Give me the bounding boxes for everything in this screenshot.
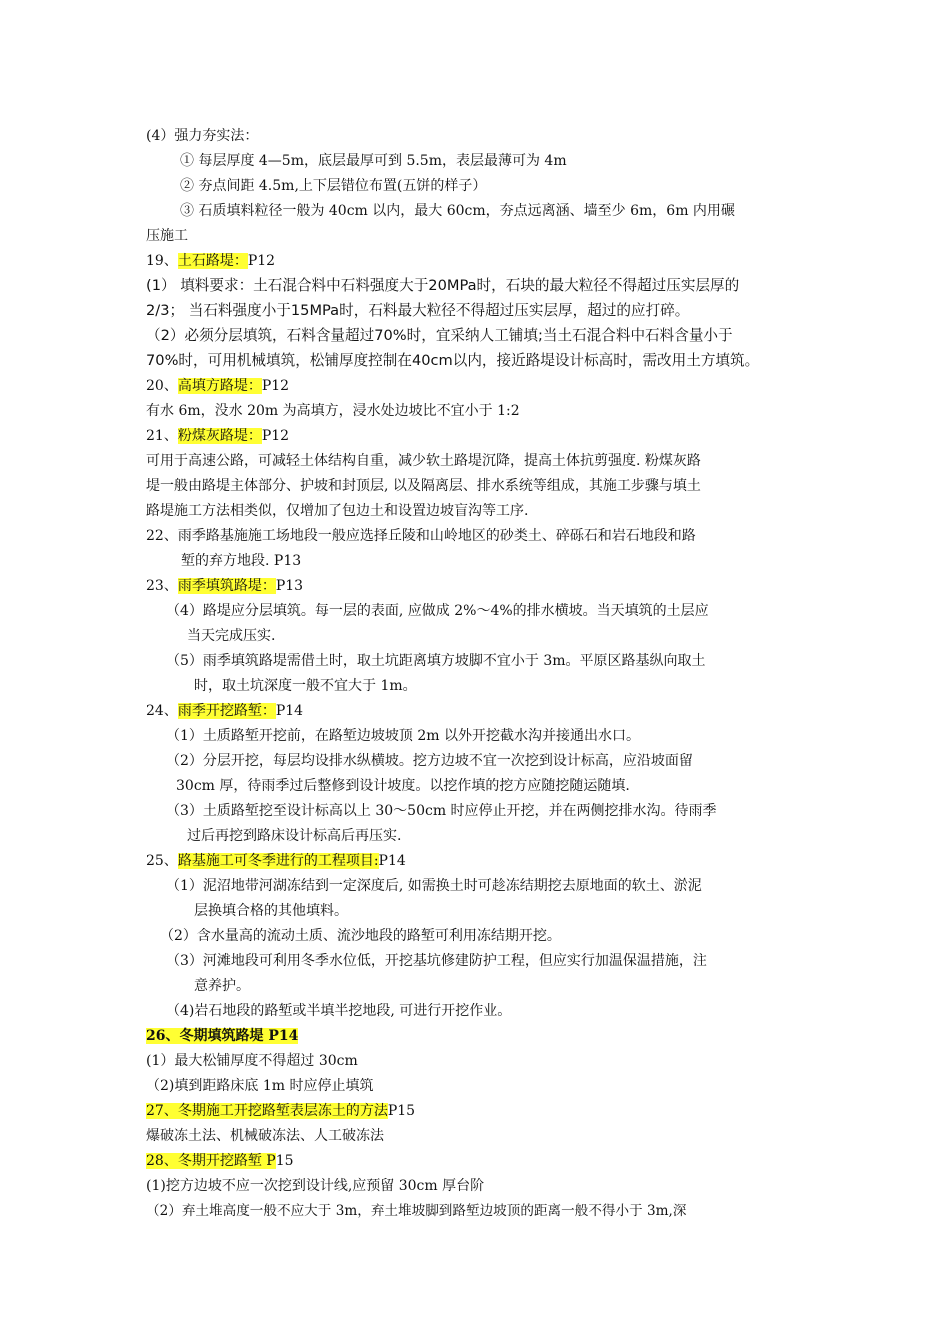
- highlighted-heading: 26、冬期填筑路堤 P14: [146, 1028, 299, 1044]
- text-line: （1）泥沼地带河湖冻结到一定深度后, 如需换土时可趁冻结期挖去原地面的软土、淤泥: [166, 878, 702, 894]
- text-line: (1)挖方边坡不应一次挖到设计线,应预留 30cm 厚台阶: [146, 1178, 485, 1194]
- page-reference: 15: [275, 1153, 294, 1169]
- page-reference: P14: [275, 703, 304, 719]
- text-line: 可用于高速公路，可减轻土体结构自重，减少软土路堤沉降，提高土体抗剪强度. 粉煤灰路: [146, 453, 701, 469]
- text-line: （2）必须分层填筑，石料含量超过70%时，宜采纳人工铺填;当土石混合料中石料含量小于: [146, 327, 733, 344]
- text-line: （4）路堤应分层填筑。每一层的表面, 应做成 2%～4%的排水横坡。当天填筑的土层应: [166, 603, 709, 619]
- text-line: 30cm 厚，待雨季过后整修到设计坡度。以挖作填的挖方应随挖随运随填.: [176, 778, 630, 794]
- text-line: ② 夯点间距 4.5m,上下层错位布置(五饼的样子）: [180, 178, 487, 194]
- page-reference: P13: [275, 578, 304, 594]
- text-line: （4)岩石地段的路堑或半填半挖地段, 可进行开挖作业。: [166, 1003, 512, 1019]
- highlighted-heading: 高填方路堤：: [177, 378, 262, 394]
- text-line: (1） 填料要求：土石混合料中石料强度大于20MPa时，石块的最大粒径不得超过压实层厚的: [146, 277, 740, 294]
- highlighted-heading: 雨季填筑路堤：: [177, 578, 276, 594]
- text-line: 22、雨季路基施施工场地段一般应选择丘陵和山岭地区的砂类土、碎砾石和岩石地段和路: [146, 528, 696, 544]
- heading-number: 23、: [146, 578, 178, 594]
- text-line: 意养护。: [194, 978, 250, 994]
- text-line: ③ 石质填料粒径一般为 40cm 以内，最大 60cm，夯点远离涵、墙至少 6m，6m 内用碾: [180, 203, 735, 219]
- section-heading-23: [146, 574, 950, 598]
- heading-number: 21、: [146, 428, 178, 444]
- text-line: 堑的弃方地段. P13: [181, 553, 302, 569]
- heading-number: 20、: [146, 378, 178, 394]
- text-line: （2)填到距路床底 1m 时应停止填筑: [146, 1078, 374, 1094]
- heading-number: 24、: [146, 703, 178, 719]
- text-line: (1）最大松铺厚度不得超过 30cm: [146, 1053, 358, 1069]
- text-line: 压施工: [146, 228, 188, 244]
- page-reference: P14: [378, 853, 406, 869]
- text-line: 路堤施工方法相类似，仅增加了包边土和设置边坡盲沟等工序.: [146, 503, 529, 519]
- text-line: 2/3； 当石料强度小于15MPa时，石料最大粒径不得超过压实层厚，超过的应打碎。: [146, 302, 690, 319]
- text-line: （2）含水量高的流动土质、流沙地段的路堑可利用冻结期开挖。: [160, 928, 561, 944]
- text-line: (4）强力夯实法：: [146, 128, 259, 144]
- text-line: （2）分层开挖，每层均设排水纵横坡。挖方边坡不宜一次挖到设计标高，应沿坡面留: [166, 753, 693, 769]
- highlighted-heading: 28、冬期开挖路堑 P: [146, 1153, 276, 1169]
- text-line: （2）弃土堆高度一般不应大于 3m，弃土堆坡脚到路堑边坡顶的距离一般不得小于 3m,深: [146, 1203, 687, 1219]
- text-line: 过后再挖到路床设计标高后再压实.: [187, 828, 402, 844]
- text-line: 时，取土坑深度一般不宜大于 1m。: [194, 678, 417, 694]
- text-line: （3）土质路堑挖至设计标高以上 30～50cm 时应停止开挖，并在两侧挖排水沟。待雨季: [166, 803, 717, 819]
- text-line: （1）土质路堑开挖前，在路堑边坡坡顶 2m 以外开挖截水沟并接通出水口。: [166, 728, 640, 744]
- text-line: 层换填合格的其他填料。: [194, 903, 348, 919]
- page-reference: P12: [261, 378, 290, 394]
- highlighted-heading: 27、冬期施工开挖路堑表层冻土的方法: [146, 1103, 388, 1119]
- page-reference: P12: [261, 428, 290, 444]
- section-heading-20: [146, 374, 950, 398]
- heading-number: 19、: [146, 253, 178, 269]
- section-heading-26: [146, 1024, 950, 1048]
- page-reference: P15: [387, 1103, 416, 1119]
- text-line: （3）河滩地段可利用冬季水位低，开挖基坑修建防护工程，但应实行加温保温措施，注: [166, 953, 707, 969]
- highlighted-heading: 土石路堤：: [177, 253, 248, 269]
- page-reference: P12: [247, 253, 276, 269]
- heading-number: 25、: [146, 853, 178, 869]
- text-line: 有水 6m，没水 20m 为高填方，浸水处边坡比不宜小于 1:2: [146, 403, 520, 419]
- section-heading-21: [146, 424, 950, 448]
- section-heading-27: [146, 1099, 950, 1123]
- text-line: 70%时，可用机械填筑，松铺厚度控制在40cm以内，接近路堤设计标高时，需改用土方填筑。: [146, 352, 760, 369]
- section-heading-24: [146, 699, 950, 723]
- section-heading-19: [146, 249, 950, 273]
- highlighted-heading: 粉煤灰路堤：: [177, 428, 262, 444]
- text-line: （5）雨季填筑路堤需借土时，取土坑距离填方坡脚不宜小于 3m。平原区路基纵向取土: [166, 653, 706, 669]
- text-line: 爆破冻土法、机械破冻法、人工破冻法: [146, 1128, 384, 1144]
- section-heading-25: [146, 849, 950, 873]
- text-line: ① 每层厚度 4—5m，底层最厚可到 5.5m，表层最薄可为 4m: [180, 153, 567, 169]
- highlighted-heading: 路基施工可冬季进行的工程项目:: [177, 853, 379, 869]
- highlighted-heading: 雨季开挖路堑：: [177, 703, 276, 719]
- text-line: 当天完成压实.: [187, 628, 276, 644]
- section-heading-28: [146, 1149, 950, 1173]
- text-line: 堤一般由路堤主体部分、护坡和封顶层, 以及隔离层、排水系统等组成，其施工步骤与填土: [146, 478, 701, 494]
